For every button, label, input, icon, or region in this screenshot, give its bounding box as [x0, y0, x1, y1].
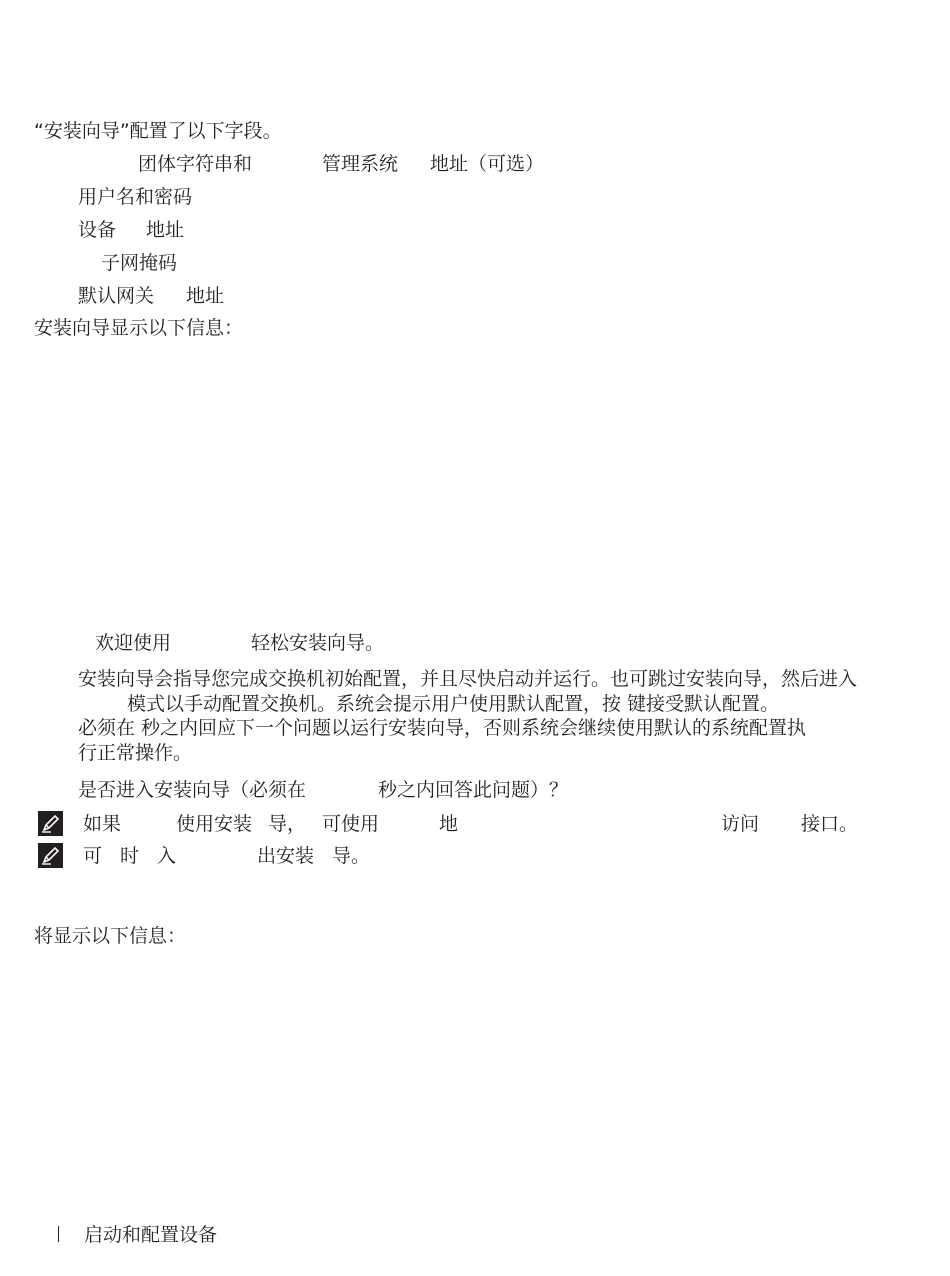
field-device-ip-address: 地址	[146, 219, 185, 241]
note-text-part: 出安装	[257, 845, 315, 867]
note-text-part: 导，	[268, 813, 307, 835]
field-snmp-management: 管理系统	[322, 153, 399, 175]
note-text-part: 接口。	[801, 813, 859, 835]
field-gateway-label: 默认网关	[78, 285, 155, 307]
note-text-part: 如果	[83, 813, 122, 835]
note-text-part: 地	[439, 813, 459, 835]
description-line: 行正常操作。	[78, 741, 193, 764]
note-text-part: 使用安装	[176, 813, 253, 835]
intro-text: “安装向导”配置了以下字段。	[34, 120, 282, 142]
wizard-prompt-a: 是否进入安装向导（必须在	[78, 779, 307, 801]
note-text-part: 导。	[332, 845, 371, 867]
field-credentials: 用户名和密码	[78, 186, 193, 208]
note-text-part: 入	[157, 845, 177, 867]
welcome-line-a: 欢迎使用	[95, 632, 172, 654]
description-line: 必须在 秒之内回应下一个问题以运行安装向导，否则系统会继续使用默认的系统配置执	[78, 717, 807, 739]
note-text-part: 时	[120, 845, 140, 867]
field-device-ip-label: 设备	[78, 219, 117, 241]
description-line: 模式以手动配置交换机。系统会提示用户使用默认配置，按 键接受默认配置。	[127, 692, 780, 715]
footer-section-title: 启动和配置设备	[84, 1224, 218, 1246]
field-snmp-address: 地址（可选）	[430, 153, 545, 175]
footer-divider	[58, 1226, 59, 1242]
field-snmp-community: 团体字符串和	[138, 153, 253, 175]
wizard-display-intro: 安装向导显示以下信息：	[34, 317, 244, 339]
note-pencil-icon	[38, 811, 63, 836]
next-display-intro: 将显示以下信息：	[34, 925, 187, 947]
field-subnet-mask: 子网掩码	[101, 252, 178, 274]
note-text-part: 可使用	[322, 813, 380, 835]
note-pencil-icon	[38, 843, 63, 868]
field-gateway-address: 地址	[186, 285, 225, 307]
welcome-line-b: 轻松安装向导。	[251, 632, 385, 654]
wizard-prompt-b: 秒之内回答此问题）？	[378, 779, 569, 801]
note-text-part: 访问	[721, 813, 760, 835]
note-text-part: 可	[83, 845, 103, 867]
wizard-description	[78, 667, 857, 765]
description-line: 安装向导会指导您完成交换机初始配置，并且尽快启动并运行。也可跳过安装向导，然后进入	[78, 668, 858, 690]
